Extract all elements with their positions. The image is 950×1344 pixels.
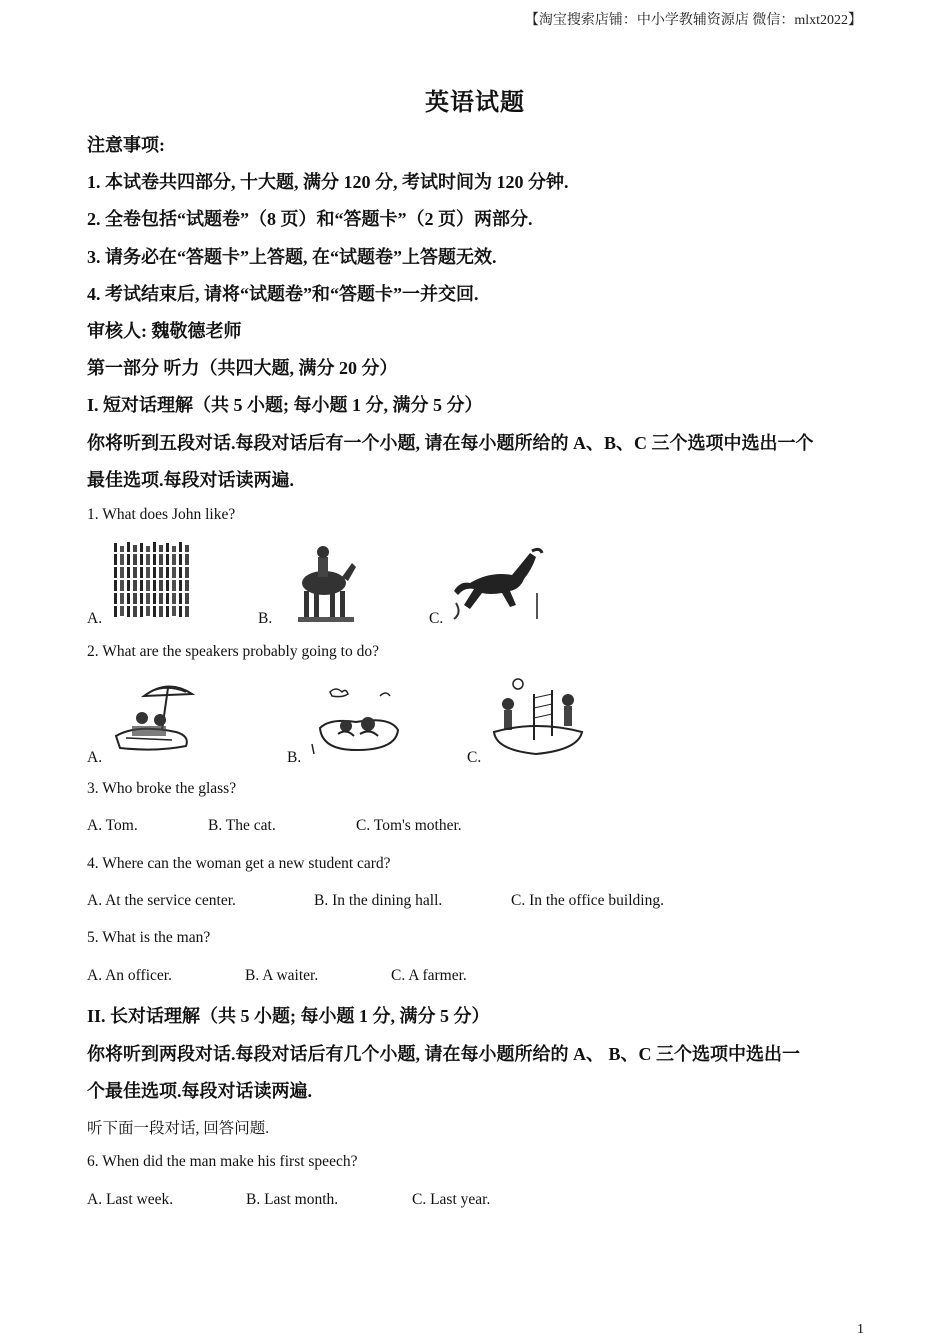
section1-instruction-2: 最佳选项.每段对话读两遍.	[87, 470, 294, 490]
q6-option-c: C. Last year.	[412, 1191, 491, 1208]
page-number: 1	[857, 1322, 864, 1337]
q6-option-b: B. Last month.	[246, 1191, 339, 1208]
question-2-stem: 2. What are the speakers probably going to do?	[87, 643, 379, 660]
reviewer-line: 审核人: 魏敬德老师	[87, 321, 242, 341]
q5-option-c: C. A farmer.	[391, 967, 467, 984]
q5-option-a: A. An officer.	[87, 967, 172, 984]
horse-rider-statue-image	[290, 543, 360, 625]
question-6-stem: 6. When did the man make his first speech?	[87, 1153, 358, 1170]
volleyball-game-image	[488, 670, 586, 760]
q2-option-b-label: B.	[287, 749, 302, 766]
q4-option-b: B. In the dining hall.	[314, 892, 443, 909]
q6-option-a: A. Last week.	[87, 1191, 174, 1208]
q2-option-c-label: C.	[467, 749, 482, 766]
page-title: 英语试题	[425, 90, 525, 116]
beach-umbrella-picnic-image	[106, 680, 198, 754]
notice-item-2: 2. 全卷包括“试题卷”（8 页）和“答题卡”（2 页）两部分.	[87, 209, 533, 229]
q2-option-a-label: A.	[87, 749, 103, 766]
q1-option-c-label: C.	[429, 610, 444, 627]
q3-option-b: B. The cat.	[208, 817, 276, 834]
notice-item-4: 4. 考试结束后, 请将“试题卷”和“答题卡”一并交回.	[87, 284, 479, 304]
section2-instruction-1: 你将听到两段对话.每段对话后有几个小题, 请在每小题所给的 A、 B、C 三个选项中选出一	[87, 1044, 801, 1064]
notice-heading: 注意事项:	[87, 135, 165, 155]
page-header: 【淘宝搜索店铺：中小学教辅资源店 微信：mlxt2022】	[524, 13, 862, 28]
q1-option-a-label: A.	[87, 610, 103, 627]
section2-instruction-2: 个最佳选项.每段对话读两遍.	[87, 1081, 312, 1101]
notice-item-1: 1. 本试卷共四部分, 十大题, 满分 120 分, 考试时间为 120 分钟.	[87, 172, 569, 192]
section2-heading: II. 长对话理解（共 5 小题; 每小题 1 分, 满分 5 分）	[87, 1006, 490, 1026]
q4-option-c: C. In the office building.	[511, 892, 664, 909]
question-5-stem: 5. What is the man?	[87, 929, 211, 946]
part1-heading: 第一部分 听力（共四大题, 满分 20 分）	[87, 358, 398, 378]
q1-option-b-label: B.	[258, 610, 273, 627]
calligraphy-image	[110, 540, 196, 620]
section1-instruction-1: 你将听到五段对话.每段对话后有一个小题, 请在每小题所给的 A、B、C 三个选项中选出一个	[87, 433, 814, 453]
galloping-horse-painting-image	[450, 543, 544, 623]
question-3-stem: 3. Who broke the glass?	[87, 780, 237, 797]
q4-option-a: A. At the service center.	[87, 892, 236, 909]
q3-option-a: A. Tom.	[87, 817, 138, 834]
question-4-stem: 4. Where can the woman get a new student card?	[87, 855, 391, 872]
q3-option-c: C. Tom's mother.	[356, 817, 462, 834]
notice-item-3: 3. 请务必在“答题卡”上答题, 在“试题卷”上答题无效.	[87, 247, 497, 267]
section1-heading: I. 短对话理解（共 5 小题; 每小题 1 分, 满分 5 分）	[87, 395, 483, 415]
q5-option-b: B. A waiter.	[245, 967, 319, 984]
swimming-pool-image	[310, 684, 402, 756]
question-1-stem: 1. What does John like?	[87, 506, 236, 523]
section2-sub-instruction: 听下面一段对话, 回答问题.	[87, 1120, 270, 1137]
